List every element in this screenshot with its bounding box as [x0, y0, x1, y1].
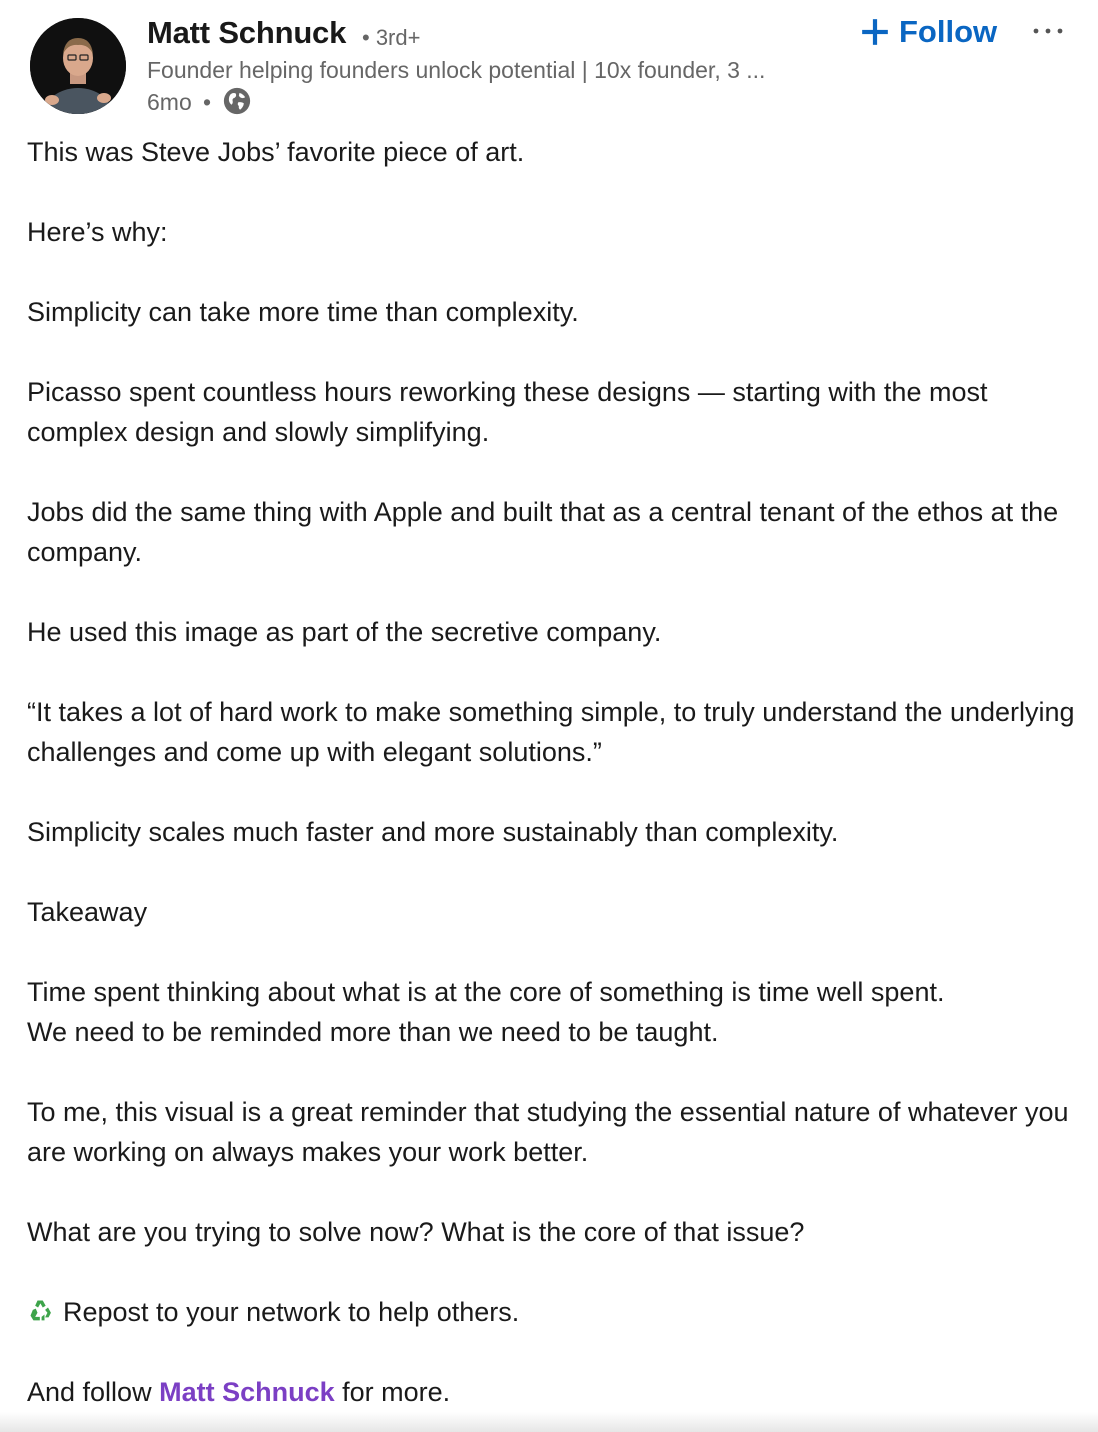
post-paragraph: He used this image as part of the secretive company. [27, 617, 662, 647]
author-mention-link[interactable]: Matt Schnuck [159, 1377, 335, 1407]
post-paragraph: Simplicity scales much faster and more sustainably than complexity. [27, 817, 839, 847]
post-body [27, 132, 1077, 1412]
author-headline: Founder helping founders unlock potential | 10x founder, 3 ... [147, 57, 766, 83]
author-name[interactable]: Matt Schnuck [147, 15, 347, 50]
post-paragraph: “It takes a lot of hard work to make something simple, to truly understand the underlying challenges and come up with elegant solutions.” [27, 697, 1075, 767]
plus-icon [861, 18, 889, 46]
post-paragraph: Time spent thinking about what is at the core of something is time well spent. We need to be reminded more than we need to be taught. [27, 977, 945, 1047]
post-paragraph: Takeaway [27, 897, 148, 927]
more-options-ellipsis-icon[interactable] [1026, 14, 1070, 48]
timestamp-separator: • [203, 89, 212, 115]
connection-degree: • 3rd+ [362, 25, 421, 50]
post-paragraph: Jobs did the same thing with Apple and built that as a central tenant of the ethos at the company. [27, 497, 1059, 567]
post-paragraph: What are you trying to solve now? What is the core of that issue? [27, 1217, 805, 1247]
person-avatar-icon [30, 18, 126, 114]
post-paragraph: Picasso spent countless hours reworking these designs — starting with the most complex design and slowly simplifying. [27, 377, 988, 447]
post-paragraph: Simplicity can take more time than complexity. [27, 297, 579, 327]
follow-line-suffix: for more. [334, 1377, 451, 1407]
follow-line [27, 1372, 1077, 1412]
post-timestamp: 6mo [147, 89, 192, 115]
repost-text: Repost to your network to help others. [63, 1297, 520, 1327]
post-paragraph: This was Steve Jobs’ favorite piece of art. [27, 137, 525, 167]
author-avatar[interactable] [30, 18, 126, 114]
follow-button[interactable] [855, 10, 1003, 54]
bottom-divider [0, 1412, 1098, 1432]
post-paragraph: To me, this visual is a great reminder that studying the essential nature of whatever you are working on always makes your work better. [27, 1097, 1069, 1167]
recycle-icon [27, 1297, 55, 1325]
repost-line [27, 1292, 1077, 1332]
post-paragraph: Here’s why: [27, 217, 168, 247]
follow-line-prefix: And follow [27, 1377, 160, 1407]
follow-label: Follow [899, 14, 998, 49]
globe-icon [222, 86, 252, 116]
